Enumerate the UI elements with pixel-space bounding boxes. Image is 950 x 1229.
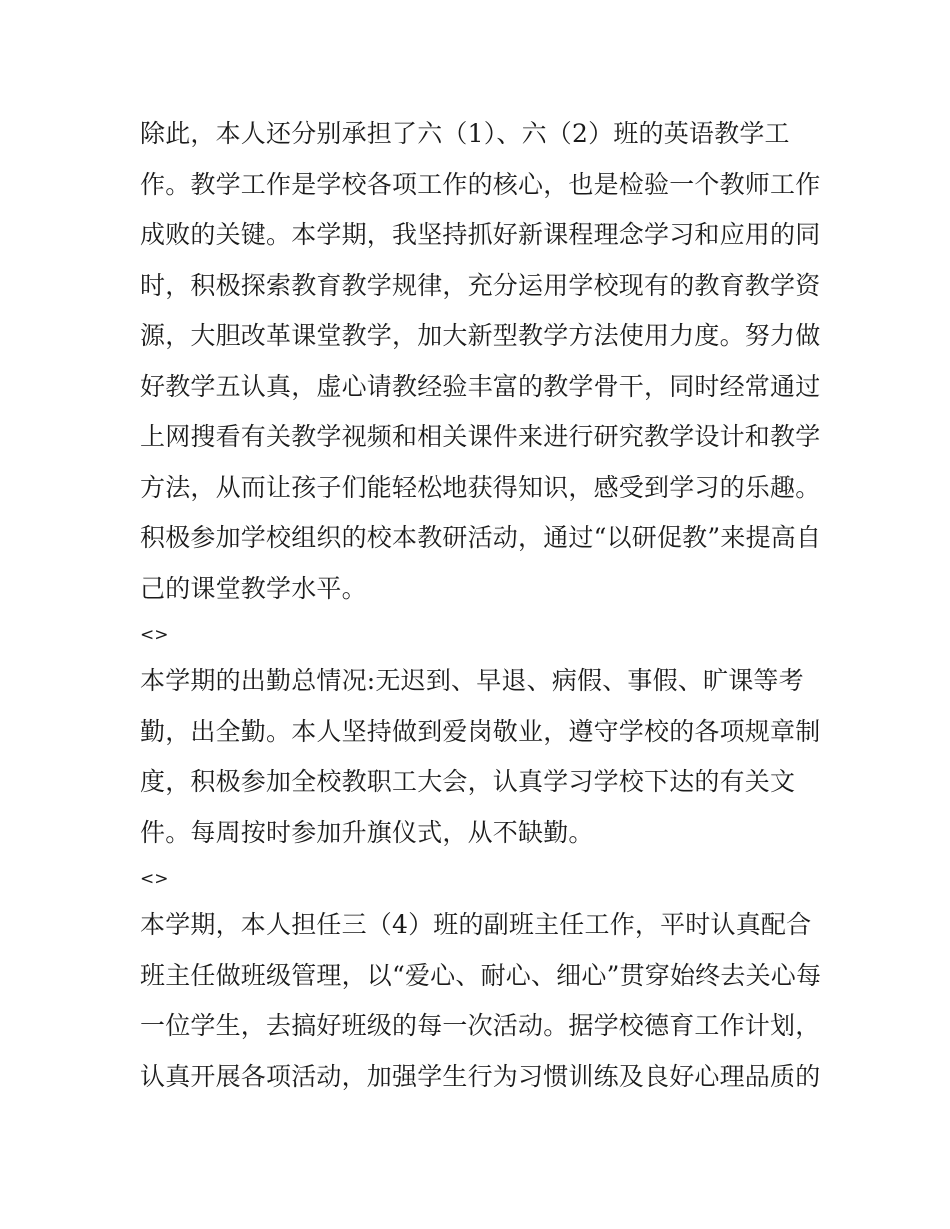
document-body (140, 109, 820, 1102)
paragraph-1-line-1: 除此，本人还分别承担了六（1）、六（2）班的英语教学工 (140, 119, 790, 148)
paragraph-2-line-1: 本学期的出勤总情况:无迟到、早退、病假、事假、旷课等考 (140, 666, 804, 695)
paragraph-2-line-2: 勤，出全勤。本人坚持做到爱岗敬业，遵守学校的各项规章制 (140, 716, 821, 746)
paragraph-1-line-3: 成败的关键。本学期，我坚持抓好新课程理念学习和应用的同 (140, 220, 821, 249)
paragraph-1-line-2: 作。教学工作是学校各项工作的核心，也是检验一个教师工作 (140, 169, 821, 199)
paragraph-1-line-5: 源，大胆改革课堂教学，加大新型教学方法使用力度。努力做 (140, 321, 821, 350)
paragraph-1-line-4: 时，积极探索教育教学规律，充分运用学校现有的教育教学资 (140, 270, 821, 300)
paragraph-3-line-4: 认真开展各项活动，加强学生行为习惯训练及良好心理品质的 (140, 1061, 821, 1091)
paragraph-1-line-8: 方法，从而让孩子们能轻松地获得知识，感受到学习的乐趣。 (140, 472, 821, 502)
paragraph-2-line-4: 件。每周按时参加升旗仪式，从不缺勤。 (140, 817, 594, 847)
paragraph-1-line-10: 己的课堂教学水平。 (140, 573, 367, 603)
paragraph-1-line-6: 好教学五认真，虚心请教经验丰富的教学骨干，同时经常通过 (140, 371, 821, 401)
paragraph-3-line-3: 一位学生，去搞好班级的每一次活动。据学校德育工作计划， (140, 1011, 821, 1040)
paragraph-2-line-3: 度，积极参加全校教职工大会，认真学习学校下达的有关文 (140, 767, 796, 796)
paragraph-3-line-1: 本学期，本人担任三（4）班的副班主任工作，平时认真配合 (140, 910, 812, 939)
paragraph-1-line-7: 上网搜看有关教学视频和相关课件来进行研究教学设计和教学 (140, 422, 821, 451)
section-separator-1: <> (140, 625, 169, 645)
section-separator-2: <> (140, 869, 169, 889)
paragraph-3-line-2: 班主任做班级管理，以“爱心、耐心、细心”贯穿始终去关心每 (140, 960, 822, 990)
paragraph-1-line-9: 积极参加学校组织的校本教研活动，通过“以研促教”来提高自 (140, 523, 822, 552)
